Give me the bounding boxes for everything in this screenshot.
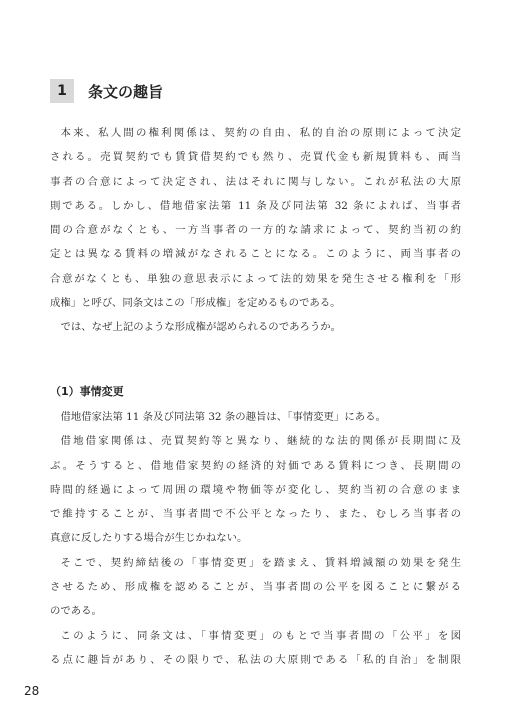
page-number: 28 [24,684,40,698]
text-line: 借地借家関係は、売買契約等と異なり、継続的な法的関係が長期間に及 [60,435,461,448]
text-line: 真意に反したりする場合が生じかねない。 [50,532,248,545]
text-line: で維持することが、当事者間で不公平となったり、また、むしろ当事者の [50,508,461,521]
text-line: ぶ。そうすると、借地借家契約の経済的対価である賃料につき、長期間の [50,459,461,472]
question-line: では、なぜ上記のような形成権が認められるのであろうか。 [60,321,342,334]
text-line: 事者の合意によって決定され、法はそれに関与しない。これが私法の大原 [50,175,461,188]
text-line: 定とは異なる賃料の増減がなされることになる。このように、両当事者の [50,248,461,261]
intro-paragraph [50,121,461,340]
subsection-heading: （1）事情変更 [50,385,124,398]
text-line: 合意がなくとも、単独の意思表示によって法的効果を発生させる権利を「形 [50,272,461,285]
subsection-body [50,405,461,672]
text-line: のである。 [50,605,102,618]
section-title: 条文の趣旨 [88,82,164,101]
text-line: 則である。しかし、借地借家法第 11 条及び同法第 32 条によれば、当事者 [50,199,461,212]
section-heading [50,78,163,104]
text-line: 本来、私人間の権利関係は、契約の自由、私的自治の原則によって決定 [60,127,461,139]
text-line: る点に趣旨があり、その限りで、私法の大原則である「私的自治」を制限 [50,653,461,666]
text-line: させるため、形成権を認めることが、当事者間の公平を図ることに繋がる [50,581,461,594]
text-line: 借地借家法第 11 条及び同法第 32 条の趣旨は、「事情変更」にある。 [60,411,386,423]
text-line: このように、同条文は、「事情変更」のもとで当事者間の「公平」を図 [60,629,461,642]
section-number-box: 1 [50,79,74,103]
text-line: 成権」と呼び、同条文はこの「形成権」を定めるものである。 [50,297,341,310]
text-line: 時間的経過によって周囲の環境や物価等が変化し、契約当初の合意のまま [50,483,461,496]
text-line: 間の合意がなくとも、一方当事者の一方的な請求によって、契約当初の約 [50,224,461,237]
text-line: そこで、契約締結後の「事情変更」を踏まえ、賃料増減額の効果を発生 [60,556,461,569]
text-line: される。売買契約でも賃貸借契約でも然り、売買代金も新規賃料も、両当 [50,151,461,164]
